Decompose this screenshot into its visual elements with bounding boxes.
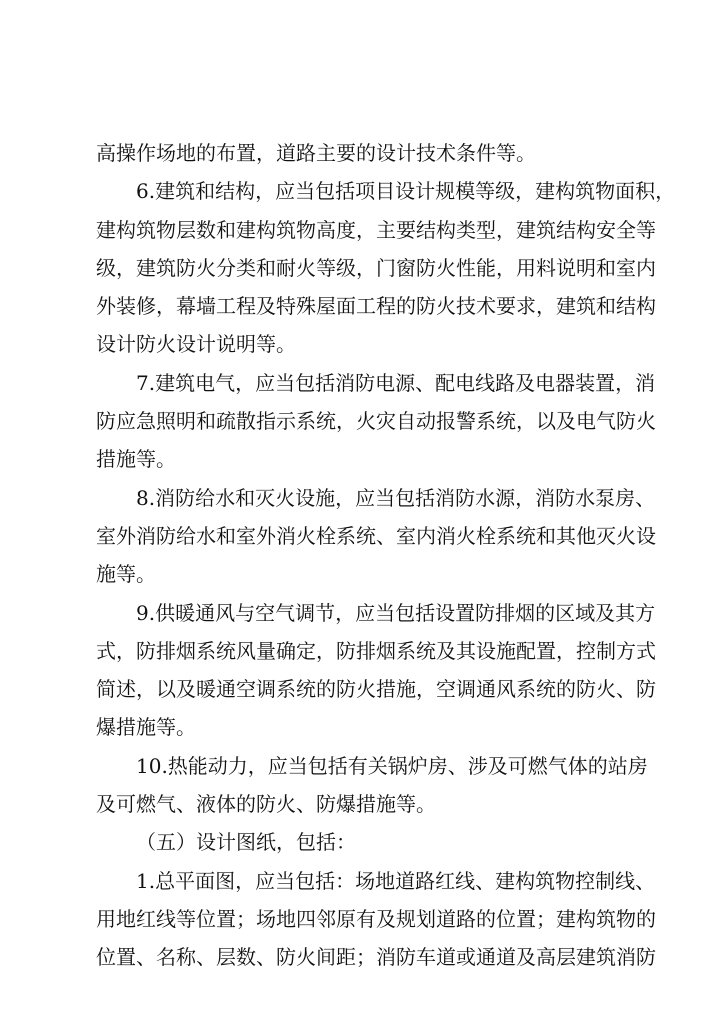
text-line: 高操作场地的布置，道路主要的设计技术条件等。 — [96, 141, 536, 165]
text-line: 及可燃气、液体的防火、防爆措施等。 — [96, 792, 436, 817]
text-line: 9.供暖通风与空气调节，应当包括设置防排烟的区域及其方 — [136, 600, 656, 625]
text-line: 7.建筑电气，应当包括消防电源、配电线路及电器装置，消 — [136, 370, 656, 395]
text-line: 外装修，幕墙工程及特殊屋面工程的防火技术要求，建筑和结构 — [96, 294, 656, 319]
text-line: 6.建筑和结构，应当包括项目设计规模等级，建构筑物面积， — [136, 179, 676, 204]
text-line: 8.消防给水和灭火设施，应当包括消防水源，消防水泵房、 — [136, 485, 656, 510]
text-line: 设计防火设计说明等。 — [96, 332, 296, 357]
text-line: 措施等。 — [96, 447, 176, 472]
document-page — [96, 134, 676, 977]
text-line: 施等。 — [96, 562, 156, 587]
text-line: 位置、名称、层数、防火间距；消防车道或通道及高层建筑消防 — [96, 945, 656, 970]
text-line: 建构筑物层数和建构筑物高度，主要结构类型，建筑结构安全等 — [96, 217, 656, 242]
text-line: 用地红线等位置；场地四邻原有及规划道路的位置；建构筑物的 — [96, 906, 656, 931]
text-line: 级，建筑防火分类和耐火等级，门窗防火性能，用料说明和室内 — [96, 255, 656, 280]
text-line: 式，防排烟系统风量确定，防排烟系统及其设施配置，控制方式 — [96, 638, 656, 663]
text-line: 防应急照明和疏散指示系统，火灾自动报警系统，以及电气防火 — [96, 409, 656, 434]
text-line: （五）设计图纸，包括： — [136, 830, 356, 855]
text-line: 10.热能动力，应当包括有关锅炉房、涉及可燃气体的站房 — [136, 753, 648, 778]
text-line: 1.总平面图，应当包括：场地道路红线、建构筑物控制线、 — [136, 868, 656, 893]
text-line: 室外消防给水和室外消火栓系统、室内消火栓系统和其他灭火设 — [96, 523, 656, 548]
text-line: 爆措施等。 — [96, 715, 196, 740]
text-line: 简述，以及暖通空调系统的防火措施，空调通风系统的防火、防 — [96, 677, 656, 702]
